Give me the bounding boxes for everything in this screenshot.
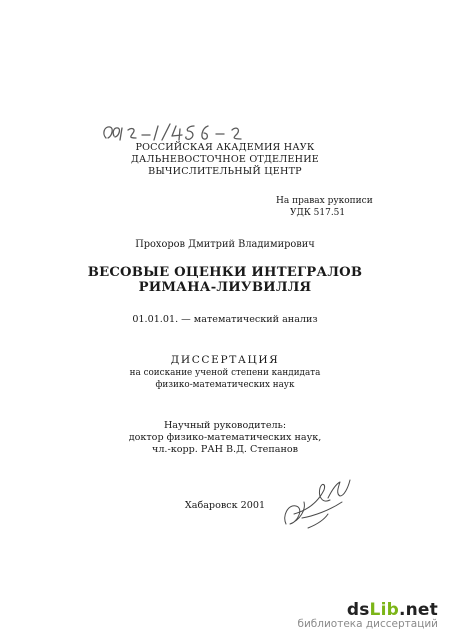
title-line-2: РИМАНА-ЛИУВИЛЛЯ [138, 280, 312, 295]
watermark-ds: ds [346, 600, 370, 620]
degree-line-1: на соискание ученой степени кандидата [129, 368, 321, 378]
organization-line-1: РОССИЙСКАЯ АКАДЕМИЯ НАУК [135, 142, 315, 153]
supervisor-name: чл.-корр. РАН В.Д. Степанов [151, 444, 299, 455]
author-name: Прохоров Дмитрий Владимирович [135, 239, 315, 250]
udc-code: УДК 517.51 [290, 208, 346, 218]
signature [278, 474, 358, 534]
watermark-logo [297, 600, 438, 620]
supervisor-degree: доктор физико-математических наук, [128, 432, 322, 443]
supervisor-label: Научный руководитель: [163, 420, 287, 431]
watermark-lib: Lib [369, 600, 399, 620]
dissertation-heading: ДИССЕРТАЦИЯ [170, 354, 280, 366]
watermark-net: .net [398, 600, 438, 620]
degree-line-2: физико-математических наук [155, 380, 295, 390]
rights-reserved-note: На правах рукописи [276, 196, 373, 206]
organization-line-3: ВЫЧИСЛИТЕЛЬНЫЙ ЦЕНТР [148, 166, 302, 177]
organization-line-2: ДАЛЬНЕВОСТОЧНОЕ ОТДЕЛЕНИЕ [131, 154, 319, 165]
title-line-1: ВЕСОВЫЕ ОЦЕНКИ ИНТЕГРАЛОВ [87, 265, 363, 280]
watermark-subtitle: библиотека диссертаций [297, 618, 438, 630]
specialty: 01.01.01. — математический анализ [132, 314, 318, 325]
city-year: Хабаровск 2001 [184, 500, 266, 511]
site-watermark[interactable] [297, 600, 438, 630]
